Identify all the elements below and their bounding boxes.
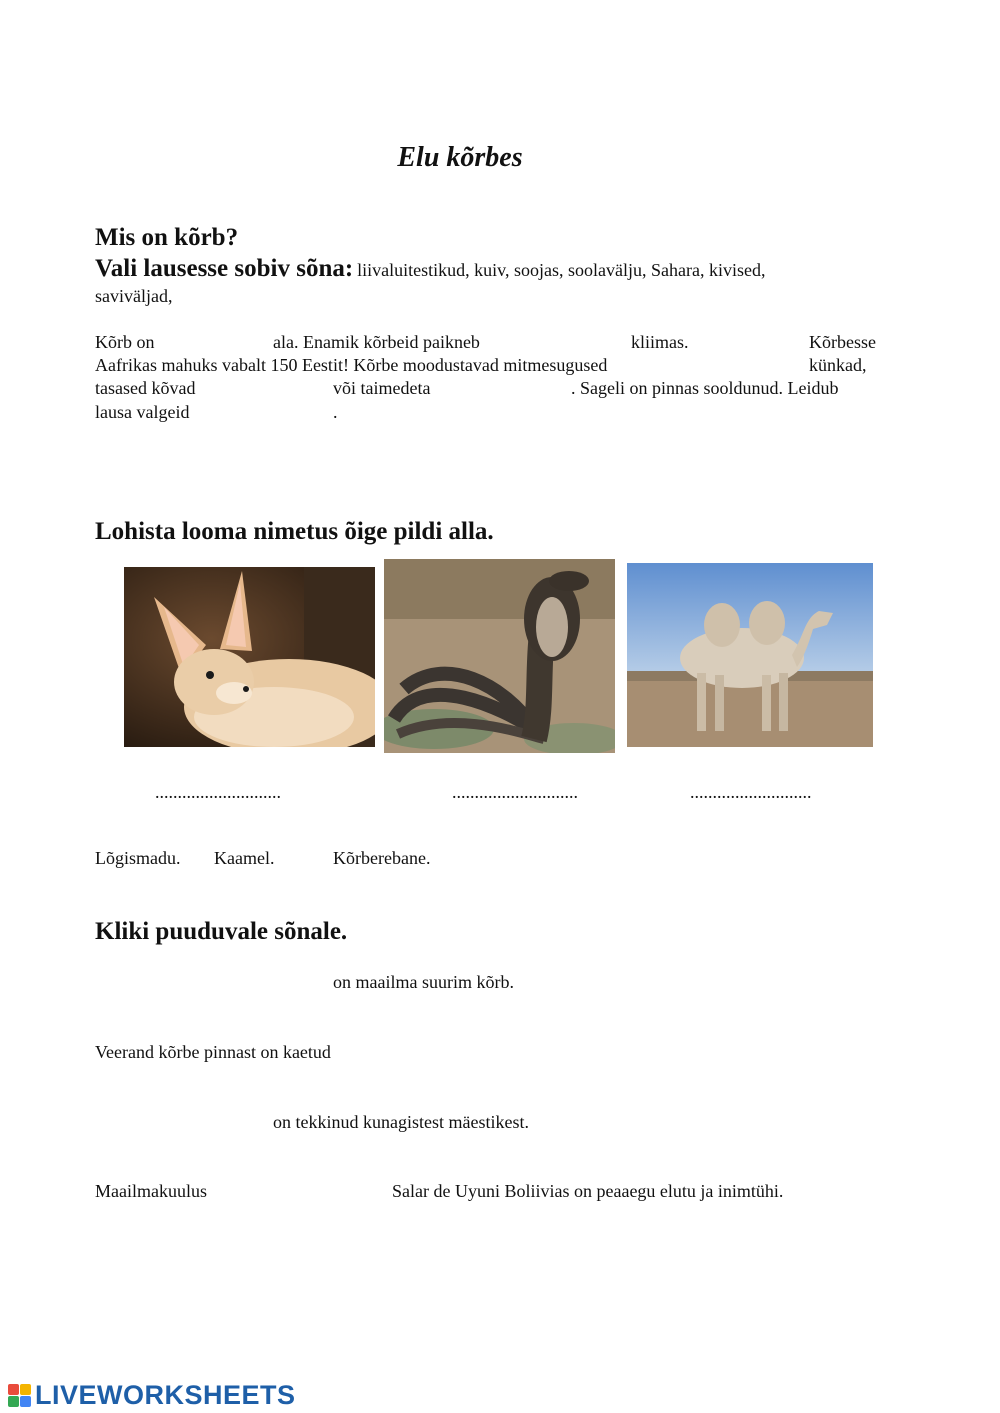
para-text: Aafrikas mahuks vabalt 150 Eestit! Kõrbe moodustavad mitmesugused [95,355,608,375]
sentence-3: on tekkinud kunagistest mäestikest. [273,1112,529,1132]
instruction-label: Vali lausesse sobiv sõna: [95,255,354,282]
para-text: või taimedeta [333,378,431,398]
para-text: . Sageli on pinnas sooldunud. Leidub [571,378,839,398]
brand-name: LIVEWORKSHEETS [35,1380,296,1410]
word-bank: liivaluitestikud, kuiv, soojas, soolavälju, Sahara, kivised, [357,260,766,280]
drop-zone-3[interactable]: ........................... [690,782,812,802]
drop-zone-2[interactable]: ............................ [452,782,578,802]
footer-brand [8,1380,296,1411]
liveworksheets-logo-icon [8,1384,31,1407]
para-text: künkad, [809,355,867,375]
section3-heading: Kliki puuduvale sõnale. [95,918,348,945]
page-title: Elu kõrbes [397,142,523,173]
word-bank-continued: saviväljad, [95,286,173,306]
para-text: kliimas. [631,332,689,352]
section1-heading: Mis on kõrb? [95,224,239,251]
para-text: lausa valgeid [95,402,190,422]
para-text: tasased kõvad [95,378,196,398]
camel-photo [627,563,873,747]
para-text: Kõrb on [95,332,155,352]
fennec-fox-photo [124,567,375,747]
para-text: . [333,402,338,422]
instruction-line [95,255,765,283]
sentence-1: on maailma suurim kõrb. [333,972,514,992]
cobra-photo [384,559,615,753]
drop-zone-1[interactable]: ............................ [155,782,281,802]
sentence-4-end: Salar de Uyuni Boliivias on peaaegu elutu ja inimtühi. [392,1181,784,1201]
section2-heading: Lohista looma nimetus õige pildi alla. [95,518,494,545]
sentence-4-start: Maailmakuulus [95,1181,207,1201]
sentence-2: Veerand kõrbe pinnast on kaetud [95,1042,331,1062]
para-text: ala. Enamik kõrbeid paikneb [273,332,480,352]
drag-option-logismadu[interactable]: Lõgismadu. [95,848,181,868]
drag-option-kaamel[interactable]: Kaamel. [214,848,275,868]
para-text: Kõrbesse [809,332,876,352]
drag-option-korberebane[interactable]: Kõrberebane. [333,848,431,868]
